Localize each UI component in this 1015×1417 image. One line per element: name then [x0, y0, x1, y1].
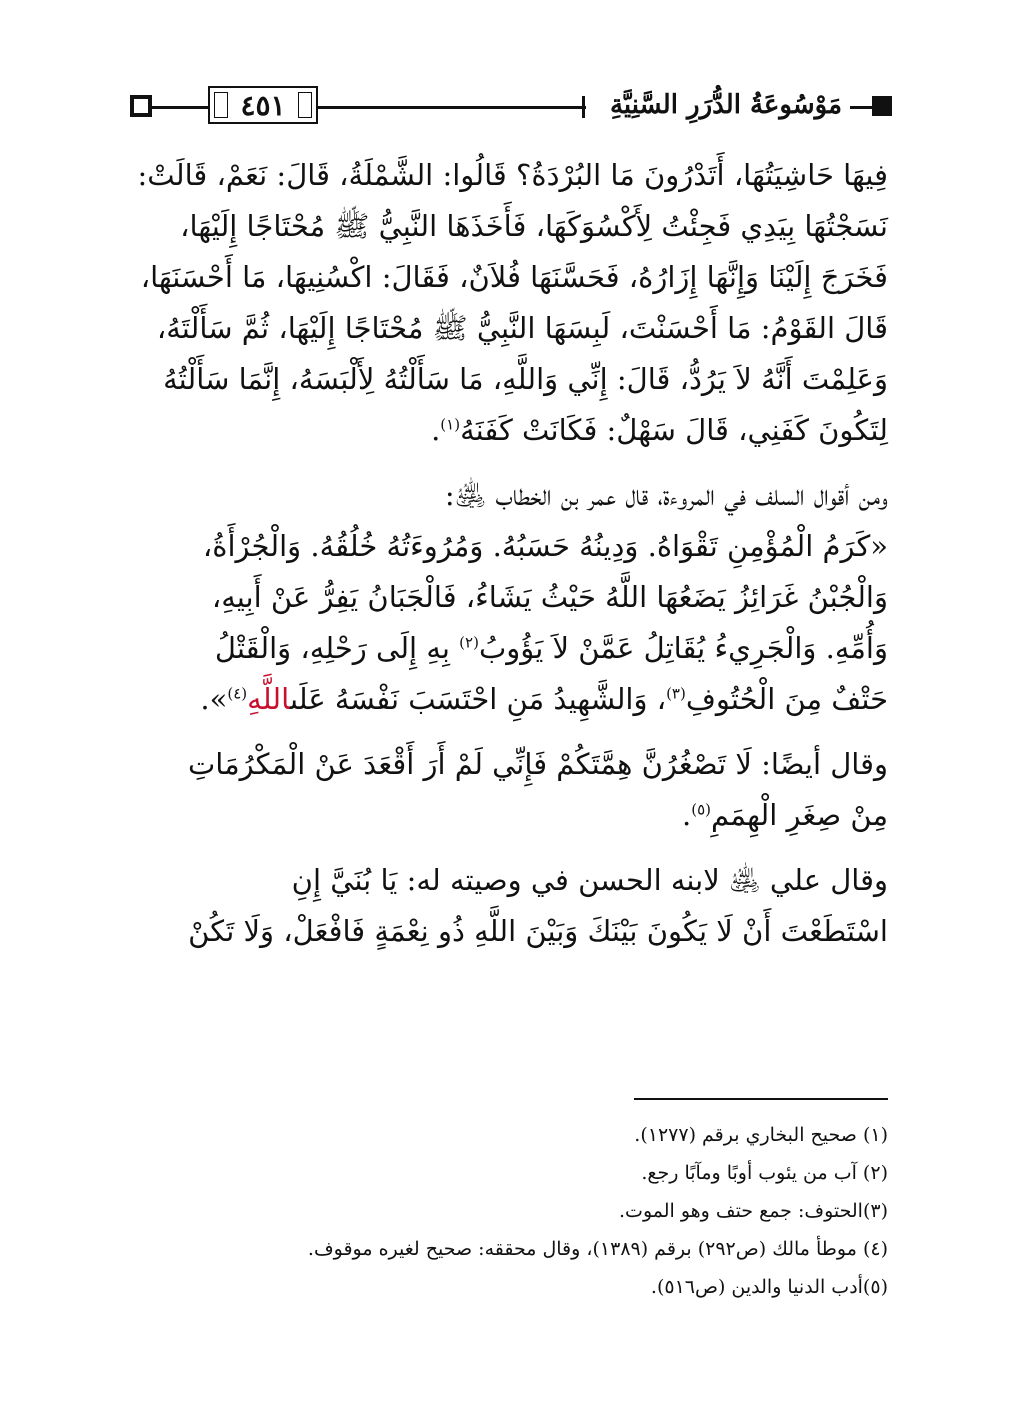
- left-square-ornament: [130, 95, 152, 117]
- line: لِتَكُونَ كَفَنِي، قَالَ سَهْلٌ: فَكَانَتْ كَفَنَهُ: [460, 413, 888, 447]
- footnote-item: (١) صحيح البخاري برقم (١٢٧٧).: [634, 1124, 888, 1146]
- paragraph-1: [128, 150, 888, 456]
- paragraph-4: [128, 855, 888, 957]
- footnote-ref-3[interactable]: (٣): [666, 684, 686, 703]
- page-number: ٤٥١: [240, 88, 286, 122]
- line: فَخَرَجَ إِلَيْنَا وَإِنَّهَا إِزَارُهُ، فَحَسَّنَهَا فُلاَنٌ، فَقَالَ: اكْسُنِيهَا، مَا أَحْسَنَهَا،: [140, 260, 888, 294]
- footnote-divider: [634, 1098, 888, 1100]
- footnote-ref-5[interactable]: (٥): [691, 800, 711, 819]
- footnote-item: (٥)أدب الدنيا والدين (ص٥١٦).: [650, 1276, 888, 1298]
- footnote-ref-1[interactable]: (١): [440, 415, 461, 434]
- line: وَالْجُبْنُ غَرَائِزُ يَضَعُهَا اللَّهُ حَيْثُ يَشَاءُ، فَالْجَبَانُ يَفِرُّ عَنْ أَبِيهِ،: [211, 580, 888, 614]
- punct: ».: [200, 682, 228, 716]
- header-rule-middle: [316, 106, 586, 109]
- line: بِهِ إِلَى رَحْلِهِ، وَالْقَتْلُ: [214, 631, 450, 665]
- paragraph-3: [128, 739, 888, 841]
- line: ومن أقوال السلف في المروءة، قال عمر بن الخطاب ﵁:: [444, 478, 888, 512]
- line: نَسَجْتُهَا بِيَدِي فَجِئْتُ لِأَكْسُوَكَهَا، فَأَخَذَهَا النَّبِيُّ ﷺ مُحْتَاجًا إِلَيْهَا،: [180, 209, 888, 243]
- line: مِنْ صِغَرِ الْهِمَمِ: [711, 798, 888, 832]
- footnote-ref-2[interactable]: (٢): [459, 633, 479, 652]
- footnotes: [128, 1116, 888, 1306]
- header-rule-right: [850, 106, 874, 109]
- line: وقال أيضًا: لَا تَصْغُرُنَّ هِمَّتَكُمْ فَإِنِّي لَمْ أَرَ أَقْعَدَ عَنْ الْمَكْرُمَاتِ: [187, 747, 888, 781]
- line: فِيهَا حَاشِيَتُهَا، أَتَدْرُونَ مَا البُرْدَةُ؟ قَالُوا: الشَّمْلَةُ، قَالَ: نَعَمْ، قَالَتْ:: [137, 158, 888, 192]
- line: وَأُمِّهِ. وَالْجَرِيءُ يُقَاتِلُ عَمَّنْ لاَ يَؤُوبُ: [478, 631, 888, 665]
- footnote-item: (٤) موطأ مالك (ص٢٩٢) برقم (١٣٨٩)، وقال محققه: صحيح لغيره موقوف.: [307, 1238, 888, 1260]
- highlighted-word: اللَّهِ: [247, 682, 290, 716]
- line: وقال علي ﵁ لابنه الحسن في وصيته له: يَا بُنَيَّ إِنِ: [291, 863, 888, 897]
- footnote-item: (٢) آب من يئوب أوبًا ومآبًا رجع.: [641, 1162, 888, 1184]
- page-header: [130, 86, 890, 128]
- line: «كَرَمُ الْمُؤْمِنِ تَقْوَاهُ. وَدِينُهُ حَسَبُهُ. وَمُرُوءَتُهُ خُلُقُهُ. وَالْجُرْأَةُ،: [202, 529, 888, 563]
- line: حَتْفٌ مِنَ الْحُتُوفِ: [685, 682, 888, 716]
- line: وَعَلِمْتَ أَنَّهُ لاَ يَرُدُّ، قَالَ: إِنِّي وَاللَّهِ، مَا سَأَلْتُهُ لِأَلْبَسَهُ، إِنَّمَا سَأَلْتُهُ: [163, 362, 888, 396]
- header-tick: [582, 96, 585, 118]
- main-text: [128, 150, 888, 971]
- book-title: مَوْسُوعَةُ الدُّرَرِ السَّنِيَّةِ: [602, 86, 850, 124]
- line: قَالَ القَوْمُ: مَا أَحْسَنْتَ، لَبِسَهَا النَّبِيُّ ﷺ مُحْتَاجًا إِلَيْهَا، ثُمَّ سَأَلْتَهُ،: [156, 311, 888, 345]
- right-square-ornament: [872, 96, 892, 116]
- footnote-item: (٣)الحتوف: جمع حتف وهو الموت.: [619, 1200, 888, 1222]
- header-rule-left: [152, 106, 212, 109]
- paragraph-2: [128, 470, 888, 725]
- page-number-box: [208, 86, 318, 124]
- punct: .: [682, 798, 692, 832]
- punct: .: [431, 413, 441, 447]
- line: ، وَالشَّهِيدُ مَنِ احْتَسَبَ نَفْسَهُ عَلَى: [289, 682, 667, 716]
- line: اسْتَطَعْتَ أَنْ لَا يَكُونَ بَيْنَكَ وَبَيْنَ اللَّهِ ذُو نِعْمَةٍ فَافْعَلْ، وَلَا تَكُنْ: [188, 914, 888, 948]
- footnote-ref-4[interactable]: (٤): [227, 684, 248, 703]
